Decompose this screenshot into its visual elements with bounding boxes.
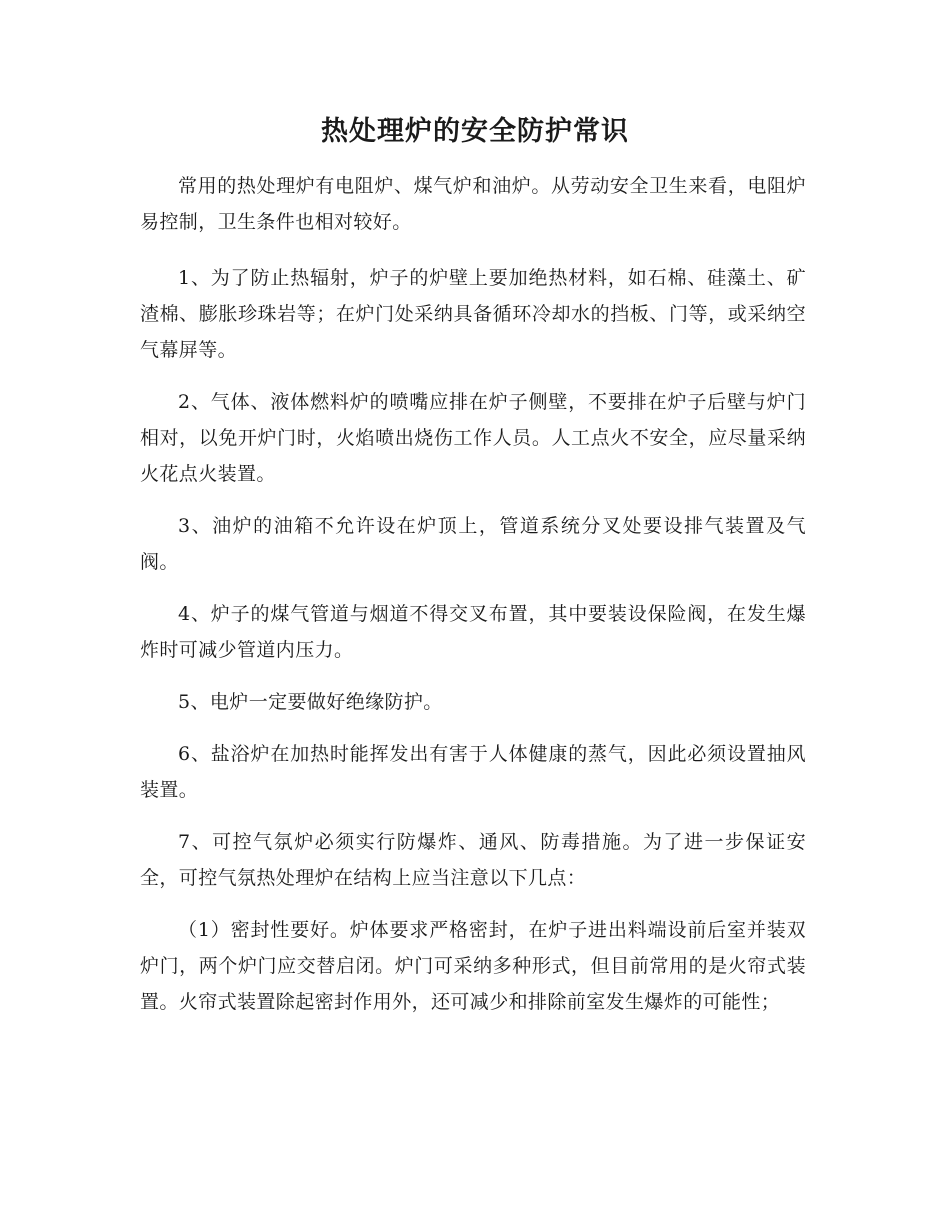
- paragraph-item-5: 5、电炉一定要做好绝缘防护。: [178, 691, 443, 713]
- paragraph-item-4: 4、炉子的煤气管道与烟道不得交叉布置，其中要装设保险阀，在发生爆炸时可减少管道内压力。: [140, 603, 806, 661]
- document-body: [140, 168, 806, 1036]
- document-title: 热处理炉的安全防护常识: [321, 116, 629, 147]
- paragraph-item-7: 7、可控气氛炉必须实行防爆炸、通风、防毒措施。为了进一步保证安全，可控气氛热处理炉在结构上应当注意以下几点：: [140, 831, 806, 889]
- paragraph-item-3: 3、油炉的油箱不允许设在炉顶上，管道系统分叉处要设排气装置及气阀。: [140, 515, 806, 573]
- paragraph-item-6: 6、盐浴炉在加热时能挥发出有害于人体健康的蒸气，因此必须设置抽风装置。: [140, 743, 806, 801]
- intro-paragraph: 常用的热处理炉有电阻炉、煤气炉和油炉。从劳动安全卫生来看，电阻炉易控制，卫生条件也相对较好。: [140, 175, 806, 233]
- sub-item-1: （1）密封性要好。炉体要求严格密封，在炉子进出料端设前后室并装双炉门，两个炉门应交替启闭。炉门可采纳多种形式，但目前常用的是火帘式装置。火帘式装置除起密封作用外，还可减少和排除前室发生爆炸的可能性；: [140, 919, 806, 1013]
- paragraph-item-2: 2、气体、液体燃料炉的喷嘴应排在炉子侧壁，不要排在炉子后壁与炉门相对，以免开炉门时，火焰喷出烧伤工作人员。人工点火不安全，应尽量采纳火花点火装置。: [140, 391, 806, 485]
- paragraph-item-1: 1、为了防止热辐射，炉子的炉壁上要加绝热材料，如石棉、硅藻土、矿渣棉、膨胀珍珠岩等；在炉门处采纳具备循环冷却水的挡板、门等，或采纳空气幕屏等。: [140, 267, 806, 361]
